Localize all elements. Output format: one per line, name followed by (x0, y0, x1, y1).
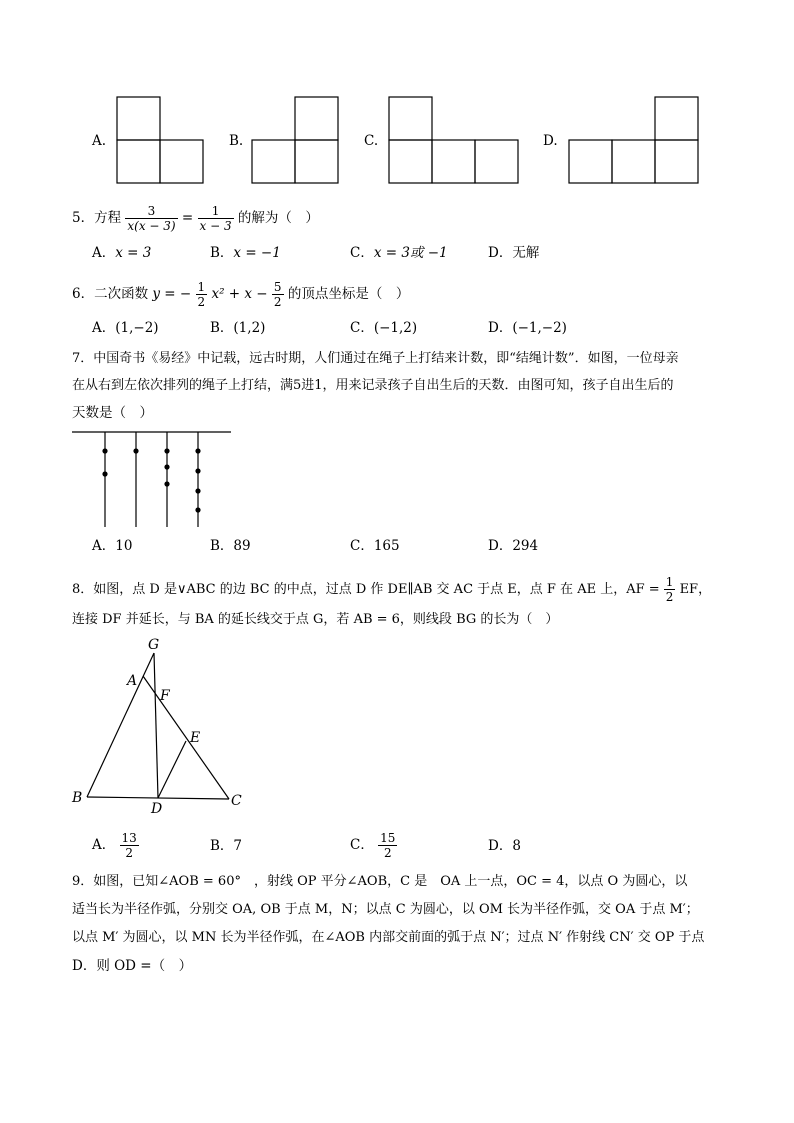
q7-line-1: 7．中国奇书《易经》中记载，远古时期，人们通过在绳子上打结来计数，即“结绳计数”．如图，一位母亲 (72, 351, 679, 366)
q7-option-c: C．165 (350, 538, 400, 554)
q8-line-2: 连接 DF 并延长，与 BA 的延长线交于点 G，若 AB = 6，则线段 BG 的长为（ ） (72, 612, 559, 627)
q7-option-b: B．89 (210, 538, 251, 554)
q8-option-c-fraction: $\frac{15}{2}$ (380, 831, 396, 860)
q9-line-4: D．则 OD =（ ） (72, 958, 193, 974)
q8-triangle-figure (87, 653, 229, 799)
q8-option-d: D．8 (488, 838, 521, 854)
q7-option-d: D．294 (488, 538, 539, 554)
q7-line-3: 天数是（ ） (72, 405, 153, 421)
q7-line-2: 在从右到左依次排列的绳子上打结，满5进1，用来记录孩子自出生后的天数．由图可知，孩子自出生后的 (72, 378, 674, 393)
q9-line-1: 9．如图，已知∠AOB = 60° ，射线 OP 平分∠AOB，C 是 OA 上一点，OC = 4，以点 O 为圆心，以 (72, 874, 688, 889)
q5-option-b: B．x = −1 (210, 245, 281, 261)
q6-fraction-2 (272, 280, 284, 309)
q8-frac-denominator: 2 (665, 590, 674, 604)
q4-option-a-label: A. (92, 133, 107, 149)
q7-knot (164, 481, 169, 486)
q8-line-1-text: 8．如图，点 D 是∨ABC 的边 BC 的中点，过点 D 作 DE∥AB 交 AC 于点 E，点 F 在 AE 上，AF = (72, 582, 660, 597)
q5-option-c: C．x = 3或 −1 (350, 245, 448, 261)
q5-fraction-1 (125, 204, 177, 233)
q5-frac2-numerator: 1 (198, 204, 234, 219)
q8-label-e: E (190, 730, 201, 746)
q8-label-f: F (160, 688, 170, 704)
q6-expr-1: y = − (152, 286, 192, 302)
q7-knot (195, 507, 200, 512)
q6-option-c: C．(−1,2) (350, 320, 418, 336)
q8-option-a-fraction: $\frac{13}{2}$ (121, 831, 137, 860)
q6-option-a: A．(1,−2) (92, 320, 159, 336)
q8-label-b: B (72, 790, 83, 806)
q7-knot (164, 464, 169, 469)
q4-figure-c (389, 97, 518, 183)
q8-option-c: C． $\frac{15}{2}$ (350, 831, 396, 860)
q8-line-1-end: EF， (679, 582, 712, 597)
q8-line-1 (72, 575, 711, 604)
q6-option-d: D．(−1,−2) (488, 320, 567, 336)
q5-equals: = (181, 210, 194, 226)
q8-option-b: B．7 (210, 838, 243, 854)
q7-knot (102, 471, 107, 476)
q8-label-a: A (127, 673, 138, 689)
q9-line-2: 适当长为半径作弧，分别交 OA, OB 于点 M，N；以点 C 为圆心，以 OM 长为半径作弧，交 OA 于点 M′； (72, 902, 699, 917)
q8-option-a: A． $\frac{13}{2}$ (92, 831, 137, 860)
q5-frac2-denominator: x − 3 (199, 219, 232, 233)
q4-option-c-label: C. (364, 133, 379, 149)
q7-option-a: A．10 (92, 538, 133, 554)
q7-rope-figure (72, 432, 231, 527)
q6-suffix: 的顶点坐标是（ ） (287, 286, 410, 302)
q6-prefix: 6．二次函数 (72, 286, 149, 302)
q4-option-b-label: B. (229, 133, 244, 149)
q5-prefix: 5．方程 (72, 210, 122, 226)
q6-option-b: B．(1,2) (210, 320, 266, 336)
q5-suffix: 的解为（ ） (237, 210, 319, 226)
q7-knot (195, 488, 200, 493)
q5-stem (72, 204, 319, 233)
q7-knot (102, 448, 107, 453)
q5-option-d: D．无解 (488, 245, 540, 261)
q7-knot (195, 448, 200, 453)
q6-frac1-denominator: 2 (197, 295, 206, 309)
q5-frac1-numerator: 3 (125, 204, 177, 219)
q4-option-d-label: D. (543, 133, 558, 149)
q7-knot (133, 448, 138, 453)
q6-expr-2: x² + x − (211, 286, 268, 302)
q8-label-d: D (151, 801, 163, 817)
q6-frac2-denominator: 2 (273, 295, 282, 309)
q8-frac-numerator: 1 (665, 575, 674, 589)
q8-label-c: C (231, 793, 242, 809)
q4-figure-d (569, 97, 698, 183)
q6-frac1-numerator: 1 (197, 280, 206, 294)
q4-figure-a (117, 97, 203, 183)
q6-fraction-1 (196, 280, 208, 309)
q8-label-g: G (148, 637, 160, 653)
q8-fraction (664, 575, 676, 604)
q5-frac1-denominator: x(x − 3) (127, 219, 176, 233)
q9-line-3: 以点 M′ 为圆心，以 MN 长为半径作弧，在∠AOB 内部交前面的弧于点 N′；过点 N′ 作射线 CN′ 交 OP 于点 (72, 930, 705, 945)
q5-fraction-2 (198, 204, 234, 233)
q5-option-a: A．x = 3 (92, 245, 152, 261)
q7-knot (164, 448, 169, 453)
q6-stem (72, 280, 409, 309)
q6-frac2-numerator: 5 (273, 280, 282, 294)
q7-knot (195, 468, 200, 473)
q4-figure-b (252, 97, 338, 183)
